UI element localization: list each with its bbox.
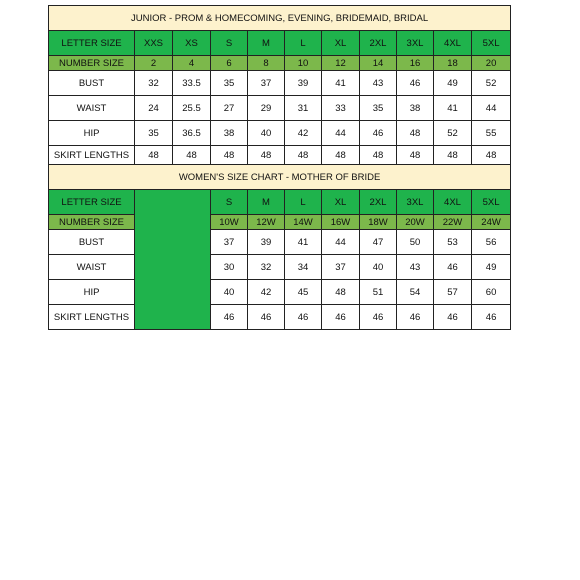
women-number-cell: 16W — [322, 215, 360, 230]
measurement-cell: 39 — [285, 71, 322, 96]
women-number-cell: 24W — [472, 215, 511, 230]
women-letter-cell: 2XL — [360, 190, 397, 215]
measurement-cell: 48 — [360, 146, 397, 165]
measurement-cell: 57 — [434, 280, 472, 305]
measurement-cell: 34 — [285, 255, 322, 280]
measurement-cell: 29 — [248, 96, 285, 121]
measurement-cell: 47 — [360, 230, 397, 255]
measurement-cell: 41 — [285, 230, 322, 255]
measurement-cell: 27 — [211, 96, 248, 121]
women-chart-title: WOMEN'S SIZE CHART - MOTHER OF BRIDE — [49, 165, 511, 190]
measurement-cell: 52 — [472, 71, 511, 96]
measurement-cell: 48 — [434, 146, 472, 165]
junior-number-cell: 16 — [397, 56, 434, 71]
women-letter-cell: 5XL — [472, 190, 511, 215]
measurement-cell: 48 — [285, 146, 322, 165]
women-number-size-label: NUMBER SIZE — [49, 215, 135, 230]
measurement-cell: 40 — [248, 121, 285, 146]
junior-chart-title: JUNIOR - PROM & HOMECOMING, EVENING, BRIDEMAID, BRIDAL — [49, 6, 511, 31]
measurement-cell: 45 — [285, 280, 322, 305]
measurement-cell: 54 — [397, 280, 434, 305]
junior-number-size-row — [49, 56, 511, 71]
measurement-cell: 41 — [434, 96, 472, 121]
junior-letter-cell: L — [285, 31, 322, 56]
women-hip-row — [49, 280, 511, 305]
junior-number-size-label: NUMBER SIZE — [49, 56, 135, 71]
measurement-cell: 48 — [135, 146, 173, 165]
women-letter-size-label: LETTER SIZE — [49, 190, 135, 215]
measurement-cell: 51 — [360, 280, 397, 305]
junior-skirt-length-row — [49, 146, 511, 165]
size-chart-document — [48, 5, 510, 330]
women-number-cell: 12W — [248, 215, 285, 230]
measurement-cell: 48 — [397, 146, 434, 165]
measurement-cell: 53 — [434, 230, 472, 255]
junior-letter-size-label: LETTER SIZE — [49, 31, 135, 56]
women-number-cell: 22W — [434, 215, 472, 230]
measurement-cell: 60 — [472, 280, 511, 305]
measurement-cell: 48 — [322, 280, 360, 305]
measurement-cell: 55 — [472, 121, 511, 146]
measurement-cell: 48 — [211, 146, 248, 165]
women-letter-size-row — [49, 190, 511, 215]
measurement-cell: 48 — [248, 146, 285, 165]
measurement-cell: 35 — [360, 96, 397, 121]
junior-number-cell: 2 — [135, 56, 173, 71]
women-letter-cell: S — [211, 190, 248, 215]
measurement-cell: 39 — [248, 230, 285, 255]
junior-title-row — [49, 6, 511, 31]
measurement-cell: 35 — [135, 121, 173, 146]
measurement-cell: 40 — [211, 280, 248, 305]
measurement-cell: 43 — [360, 71, 397, 96]
measurement-cell: 44 — [322, 121, 360, 146]
women-number-cell: 10W — [211, 215, 248, 230]
measurement-cell: 46 — [322, 305, 360, 330]
row-label: SKIRT LENGTHS — [49, 146, 135, 165]
measurement-cell: 42 — [248, 280, 285, 305]
measurement-cell: 42 — [285, 121, 322, 146]
women-letter-cell: 4XL — [434, 190, 472, 215]
measurement-cell: 35 — [211, 71, 248, 96]
women-bust-row — [49, 230, 511, 255]
junior-number-cell: 10 — [285, 56, 322, 71]
women-title-row — [49, 165, 511, 190]
measurement-cell: 44 — [472, 96, 511, 121]
row-label: HIP — [49, 280, 135, 305]
measurement-cell: 46 — [397, 305, 434, 330]
measurement-cell: 52 — [434, 121, 472, 146]
measurement-cell: 50 — [397, 230, 434, 255]
measurement-cell: 46 — [211, 305, 248, 330]
women-number-cell: 20W — [397, 215, 434, 230]
women-letter-cell: 3XL — [397, 190, 434, 215]
junior-letter-size-row — [49, 31, 511, 56]
row-label: HIP — [49, 121, 135, 146]
measurement-cell: 48 — [322, 146, 360, 165]
measurement-cell: 33 — [322, 96, 360, 121]
measurement-cell: 48 — [173, 146, 211, 165]
junior-number-cell: 6 — [211, 56, 248, 71]
women-letter-cell: XL — [322, 190, 360, 215]
measurement-cell: 24 — [135, 96, 173, 121]
row-label: SKIRT LENGTHS — [49, 305, 135, 330]
junior-letter-cell: XXS — [135, 31, 173, 56]
junior-letter-cell: 4XL — [434, 31, 472, 56]
measurement-cell: 30 — [211, 255, 248, 280]
measurement-cell: 49 — [434, 71, 472, 96]
measurement-cell: 56 — [472, 230, 511, 255]
junior-bust-row — [49, 71, 511, 96]
measurement-cell: 41 — [322, 71, 360, 96]
junior-number-cell: 8 — [248, 56, 285, 71]
junior-letter-cell: XL — [322, 31, 360, 56]
junior-hip-row — [49, 121, 511, 146]
women-number-size-row — [49, 215, 511, 230]
measurement-cell: 46 — [360, 121, 397, 146]
measurement-cell: 33.5 — [173, 71, 211, 96]
measurement-cell: 46 — [434, 255, 472, 280]
measurement-cell: 46 — [285, 305, 322, 330]
measurement-cell: 25.5 — [173, 96, 211, 121]
row-label: WAIST — [49, 96, 135, 121]
women-number-cell: 18W — [360, 215, 397, 230]
row-label: BUST — [49, 230, 135, 255]
women-letter-cell: L — [285, 190, 322, 215]
junior-number-cell: 18 — [434, 56, 472, 71]
measurement-cell: 32 — [248, 255, 285, 280]
measurement-cell: 46 — [248, 305, 285, 330]
junior-letter-cell: 5XL — [472, 31, 511, 56]
measurement-cell: 37 — [248, 71, 285, 96]
measurement-cell: 37 — [211, 230, 248, 255]
junior-letter-cell: 2XL — [360, 31, 397, 56]
measurement-cell: 49 — [472, 255, 511, 280]
row-label: BUST — [49, 71, 135, 96]
size-chart-table — [48, 5, 511, 330]
junior-letter-cell: M — [248, 31, 285, 56]
measurement-cell: 32 — [135, 71, 173, 96]
junior-number-cell: 4 — [173, 56, 211, 71]
junior-letter-cell: 3XL — [397, 31, 434, 56]
women-skirt-length-row — [49, 305, 511, 330]
junior-number-cell: 12 — [322, 56, 360, 71]
row-label: WAIST — [49, 255, 135, 280]
measurement-cell: 38 — [211, 121, 248, 146]
women-waist-row — [49, 255, 511, 280]
measurement-cell: 48 — [472, 146, 511, 165]
measurement-cell: 40 — [360, 255, 397, 280]
measurement-cell: 31 — [285, 96, 322, 121]
women-letter-cell: M — [248, 190, 285, 215]
green-filler-block — [135, 190, 211, 330]
junior-waist-row — [49, 96, 511, 121]
women-number-cell: 14W — [285, 215, 322, 230]
measurement-cell: 38 — [397, 96, 434, 121]
measurement-cell: 37 — [322, 255, 360, 280]
junior-number-cell: 14 — [360, 56, 397, 71]
measurement-cell: 48 — [397, 121, 434, 146]
junior-letter-cell: XS — [173, 31, 211, 56]
measurement-cell: 46 — [434, 305, 472, 330]
measurement-cell: 44 — [322, 230, 360, 255]
measurement-cell: 36.5 — [173, 121, 211, 146]
junior-number-cell: 20 — [472, 56, 511, 71]
junior-letter-cell: S — [211, 31, 248, 56]
measurement-cell: 46 — [472, 305, 511, 330]
measurement-cell: 46 — [360, 305, 397, 330]
measurement-cell: 46 — [397, 71, 434, 96]
measurement-cell: 43 — [397, 255, 434, 280]
